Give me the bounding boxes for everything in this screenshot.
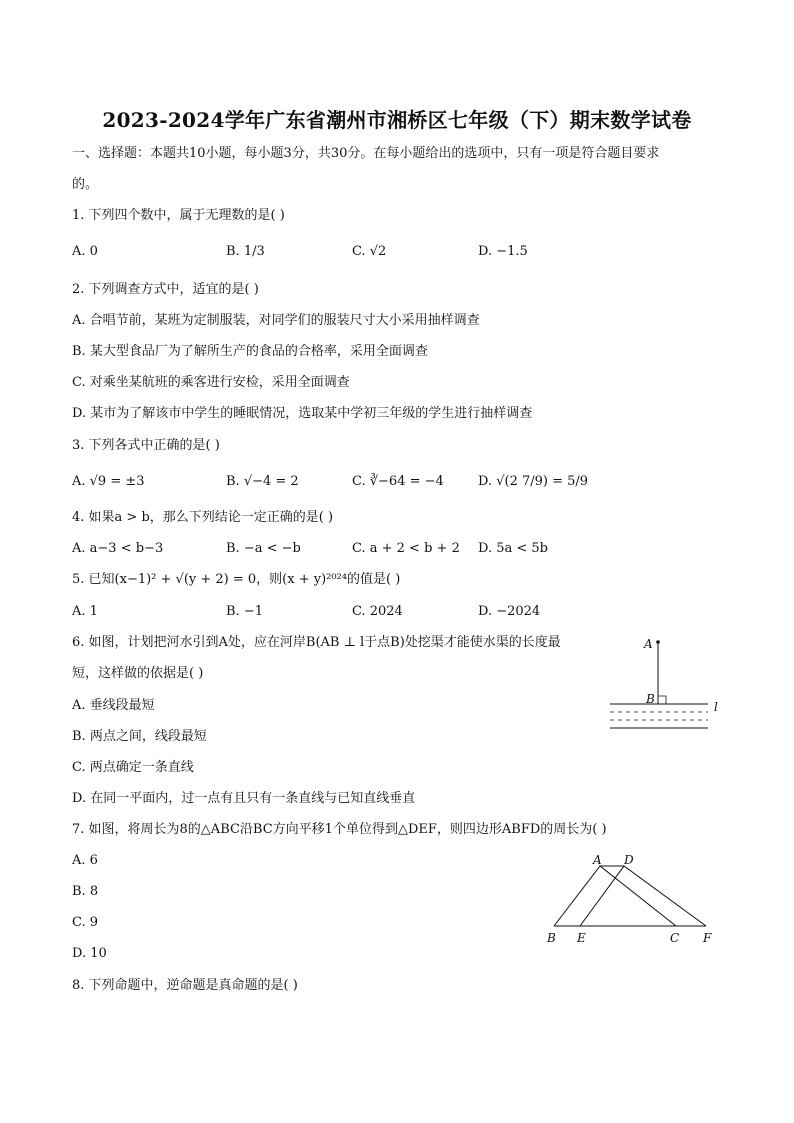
q3-option-c[interactable]: C. ∛−64 = −4	[352, 474, 444, 489]
q4-option-b[interactable]: B. −a < −b	[226, 541, 301, 556]
label-l: l	[714, 700, 718, 714]
q5-option-d[interactable]: D. −2024	[478, 604, 541, 619]
label-b: B	[547, 931, 556, 945]
q5-stem: 5. 已知(x−1)² + √(y + 2) = 0，则(x + y)²⁰²⁴的值是( )	[72, 572, 401, 587]
q8-stem: 8. 下列命题中，逆命题是真命题的是( )	[72, 978, 298, 993]
q5-option-c[interactable]: C. 2024	[352, 604, 403, 619]
q1-option-c[interactable]: C. √2	[352, 244, 387, 259]
q1-stem: 1. 下列四个数中，属于无理数的是( )	[72, 208, 285, 223]
label-e: E	[577, 931, 586, 945]
q3-option-a[interactable]: A. √9 = ±3	[72, 474, 145, 489]
q4-option-a[interactable]: A. a−3 < b−3	[72, 541, 164, 556]
q4-option-d[interactable]: D. 5a < 5b	[478, 541, 548, 556]
q4-option-c[interactable]: C. a + 2 < b + 2	[352, 541, 460, 556]
q7-option-c[interactable]: C. 9	[72, 915, 99, 930]
q6-stem-line2: 短，这样做的依据是( )	[72, 666, 204, 681]
q7-stem: 7. 如图，将周长为8的△ABC沿BC方向平移1个单位得到△DEF，则四边形ABFD的周长为( )	[72, 822, 607, 837]
label-f: F	[703, 931, 712, 945]
q5-option-a[interactable]: A. 1	[72, 604, 98, 619]
q7-triangle-figure	[540, 848, 720, 948]
q2-stem: 2. 下列调查方式中，适宜的是( )	[72, 282, 259, 297]
q3-option-b[interactable]: B. √−4 = 2	[226, 474, 299, 489]
q3-option-d[interactable]: D. √(2 7/9) = 5/9	[478, 474, 589, 489]
section-instructions-line2: 的。	[72, 177, 99, 192]
q1-option-d[interactable]: D. −1.5	[478, 244, 528, 259]
q2-option-b[interactable]: B. 某大型食品厂为了解所生产的食品的合格率，采用全面调查	[72, 344, 428, 359]
q6-option-c[interactable]: C. 两点确定一条直线	[72, 760, 194, 775]
label-d: D	[624, 853, 634, 867]
q7-option-d[interactable]: D. 10	[72, 946, 107, 961]
label-c: C	[670, 931, 680, 945]
q3-stem: 3. 下列各式中正确的是( )	[72, 438, 220, 453]
q6-option-a[interactable]: A. 垂线段最短	[72, 698, 155, 713]
q7-option-a[interactable]: A. 6	[72, 853, 98, 868]
label-a: A	[593, 853, 602, 867]
label-b: B	[646, 692, 655, 706]
q4-stem: 4. 如果a > b，那么下列结论一定正确的是( )	[72, 510, 334, 525]
section-instructions-line1: 一、选择题：本题共10小题，每小题3分，共30分。在每小题给出的选项中，只有一项是符合题目要求	[72, 146, 660, 161]
q2-option-d[interactable]: D. 某市为了解该市中学生的睡眠情况，选取某中学初三年级的学生进行抽样调查	[72, 406, 533, 421]
q7-option-b[interactable]: B. 8	[72, 884, 99, 899]
q1-option-a[interactable]: A. 0	[72, 244, 98, 259]
q1-option-b[interactable]: B. 1/3	[226, 244, 265, 259]
q6-river-figure	[600, 628, 730, 738]
q6-option-d[interactable]: D. 在同一平面内，过一点有且只有一条直线与已知直线垂直	[72, 791, 416, 806]
page-title: 2023-2024学年广东省潮州市湘桥区七年级（下）期末数学试卷	[102, 108, 692, 132]
q6-stem-line1: 6. 如图，计划把河水引到A处，应在河岸B(AB ⊥ l于点B)处挖渠才能使水渠的长度最	[72, 635, 561, 650]
q6-option-b[interactable]: B. 两点之间，线段最短	[72, 729, 207, 744]
q2-option-c[interactable]: C. 对乘坐某航班的乘客进行安检，采用全面调查	[72, 375, 350, 390]
label-a: A	[644, 637, 653, 651]
q2-option-a[interactable]: A. 合唱节前，某班为定制服装，对同学们的服装尺寸大小采用抽样调查	[72, 313, 480, 328]
q5-option-b[interactable]: B. −1	[226, 604, 263, 619]
